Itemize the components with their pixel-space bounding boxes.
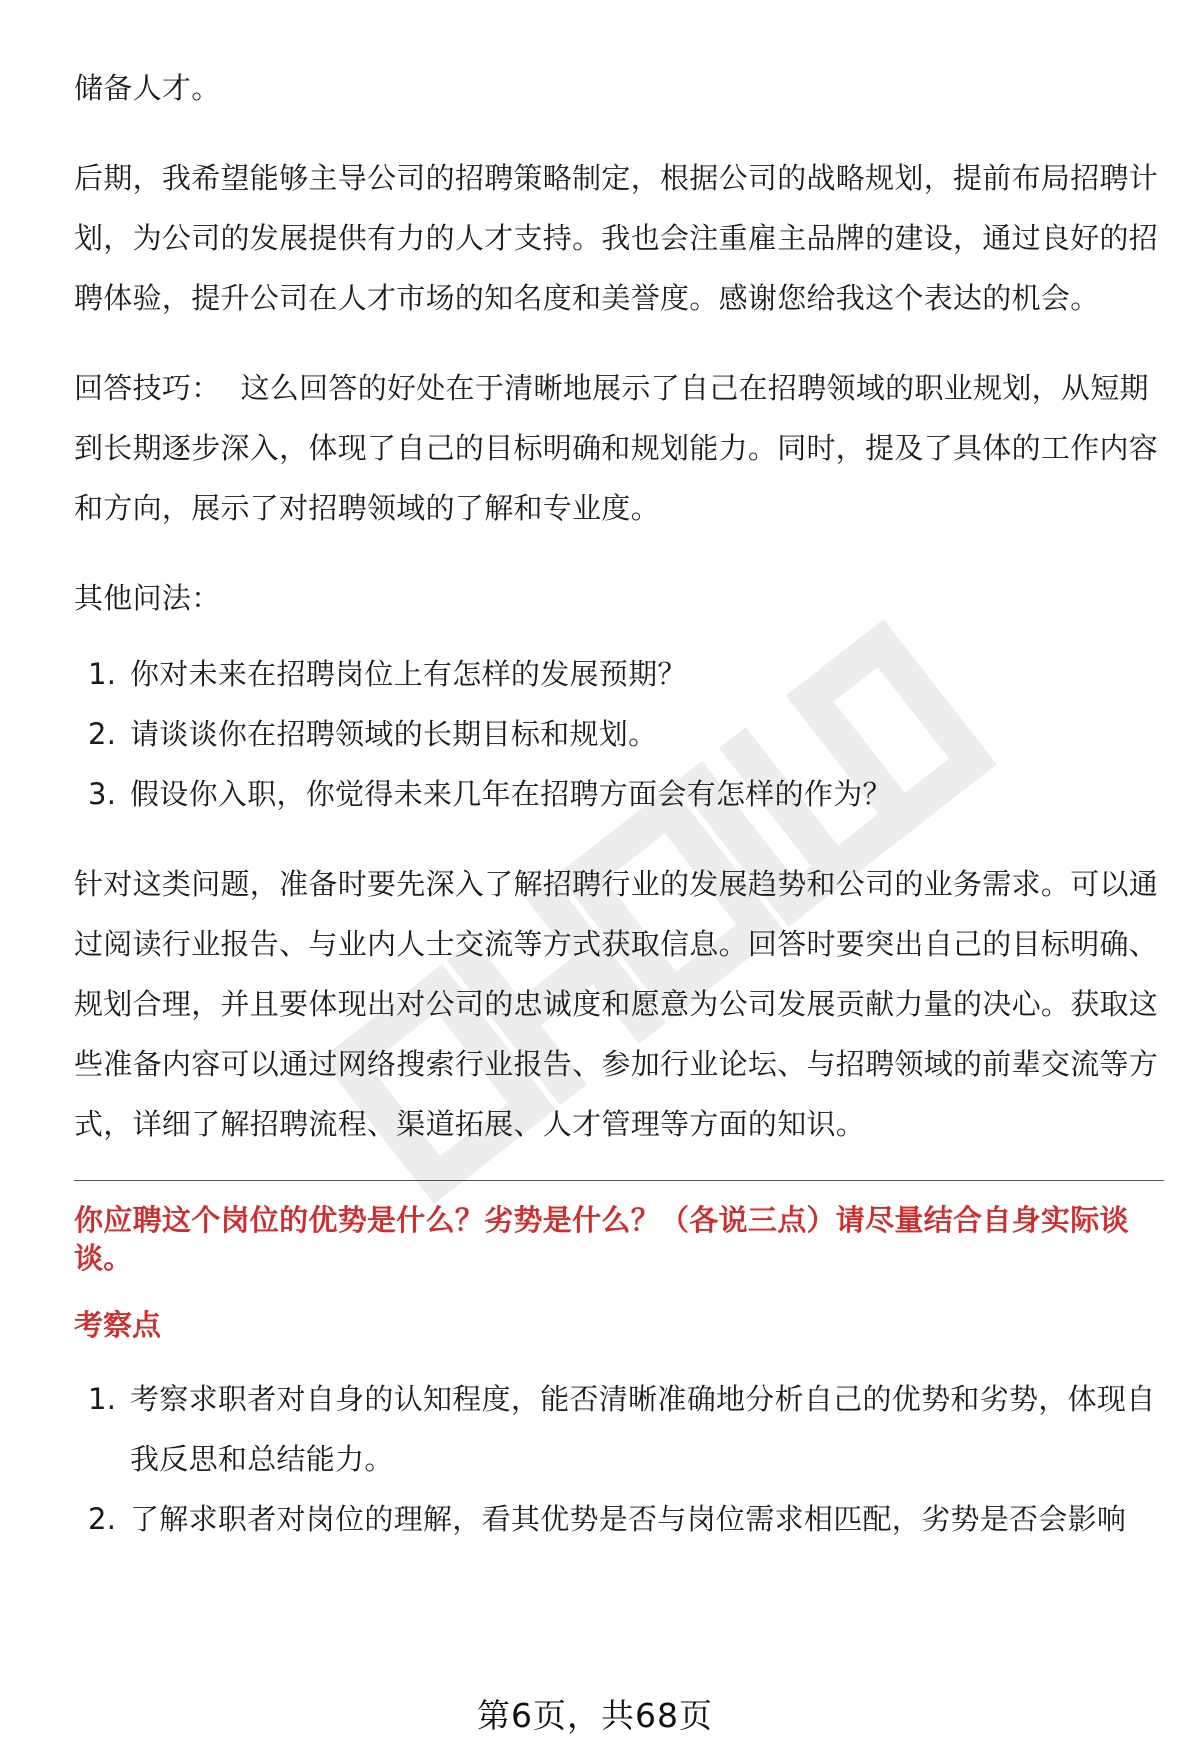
list-item-text: 请谈谈你在招聘领域的长期目标和规划。 bbox=[130, 717, 658, 751]
paragraph-continuation: 储备人才。 bbox=[74, 71, 221, 105]
other-questions-list bbox=[74, 644, 1164, 824]
section-divider bbox=[74, 1180, 1164, 1181]
list-item-text: 了解求职者对岗位的理解，看其优势是否与岗位需求相匹配，劣势是否会影响 bbox=[130, 1502, 1127, 1536]
paragraph-later-stage: 后期，我希望能够主导公司的招聘策略制定，根据公司的战略规划，提前布局招聘计划，为公司的发展提供有力的人才支持。我也会注重雇主品牌的建设，通过良好的招聘体验，提升公司在人才市场的知名度和美誉度。感谢您给我这个表达的机会。 bbox=[74, 161, 1159, 315]
list-item bbox=[74, 764, 1164, 824]
assessment-points-list bbox=[74, 1369, 1164, 1549]
content-area bbox=[74, 58, 1164, 1579]
list-item-text: 考察求职者对自身的认知程度，能否清晰准确地分析自己的优势和劣势，体现自我反思和总结能力。 bbox=[130, 1382, 1156, 1476]
list-item bbox=[74, 704, 1164, 764]
list-item-number: 1. bbox=[88, 657, 117, 691]
list-item bbox=[74, 1489, 1164, 1549]
list-item-number: 2. bbox=[88, 717, 117, 751]
page-number-footer: 第6页，共68页 bbox=[477, 1696, 713, 1735]
interview-question-heading: 你应聘这个岗位的优势是什么？劣势是什么？（各说三点）请尽量结合自身实际谈谈。 bbox=[74, 1203, 1129, 1275]
other-questions-label: 其他问法： bbox=[74, 581, 221, 615]
paragraph-answer-tips bbox=[74, 358, 1164, 538]
answer-tips-text: 这么回答的好处在于清晰地展示了自己在招聘领域的职业规划，从短期到长期逐步深入，体现了自己的目标明确和规划能力。同时，提及了具体的工作内容和方向，展示了对招聘领域的了解和专业度。 bbox=[74, 371, 1159, 525]
list-item bbox=[74, 644, 1164, 704]
list-item-text: 假设你入职，你觉得未来几年在招聘方面会有怎样的作为？ bbox=[130, 777, 892, 811]
assessment-points-heading: 考察点 bbox=[74, 1308, 162, 1342]
list-item-text: 你对未来在招聘岗位上有怎样的发展预期？ bbox=[130, 657, 687, 691]
list-item-number: 1. bbox=[88, 1382, 117, 1416]
answer-tips-label: 回答技巧： bbox=[74, 371, 221, 405]
list-item-number: 2. bbox=[88, 1502, 117, 1536]
list-item-number: 3. bbox=[88, 777, 117, 811]
list-item bbox=[74, 1369, 1164, 1489]
paragraph-preparation-advice: 针对这类问题，准备时要先深入了解招聘行业的发展趋势和公司的业务需求。可以通过阅读行业报告、与业内人士交流等方式获取信息。回答时要突出自己的目标明确、规划合理，并且要体现出对公司的忠诚度和愿意为公司发展贡献力量的决心。获取这些准备内容可以通过网络搜索行业报告、参加行业论坛、与招聘领域的前辈交流等方式，详细了解招聘流程、渠道拓展、人才管理等方面的知识。 bbox=[74, 867, 1159, 1141]
